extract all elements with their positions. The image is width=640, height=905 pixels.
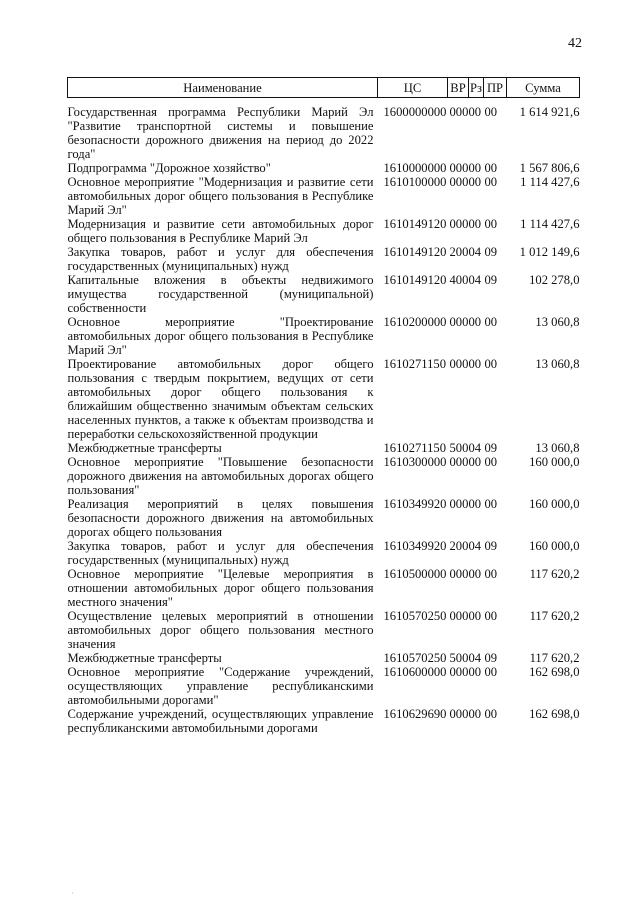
cell-rz: 04: [468, 651, 482, 665]
cell-vr: 000: [449, 161, 469, 175]
cell-name: Основное мероприятие "Модернизация и развитие сети автомобильных дорог общего пользования в Республике Марий Эл": [67, 175, 374, 217]
cell-rz: 04: [468, 245, 482, 259]
cell-pr: 00: [484, 217, 498, 231]
cell-pr: 00: [484, 497, 498, 511]
cell-vr: 000: [449, 175, 469, 189]
cell-pr: 09: [484, 441, 498, 455]
cell-cs: 1610200000: [383, 315, 447, 329]
cell-cs: 1610570250: [383, 651, 447, 665]
table-row: [68, 245, 580, 273]
cell-rz: 00: [468, 455, 482, 469]
cell-cs: 1610500000: [383, 567, 447, 581]
table-row: [68, 98, 580, 162]
cell-vr: 500: [449, 441, 469, 455]
cell-vr: 000: [449, 455, 469, 469]
cell-sum: 117 620,2: [529, 567, 580, 581]
cell-rz: 00: [468, 665, 482, 679]
header-name: Наименование: [68, 78, 378, 98]
table-header: [68, 78, 580, 98]
cell-pr: 00: [484, 567, 498, 581]
cell-rz: 00: [468, 567, 482, 581]
cell-sum: 1 114 427,6: [520, 175, 580, 189]
table-row: [68, 665, 580, 707]
cell-vr: 200: [449, 245, 469, 259]
cell-name: Проектирование автомобильных дорог общего пользования с твердым покрытием, ведущих от сети автомобильных дорог общего пользования к ближайшим общественно значимым объектам сельских населенных пунктов, а также к объектам производства и переработки сельскохозяйственной продукции: [67, 357, 374, 441]
header-cs: ЦС: [378, 78, 448, 98]
table-row: [68, 609, 580, 651]
budget-table: [67, 77, 580, 735]
page-number: 42: [568, 36, 582, 51]
cell-name: Закупка товаров, работ и услуг для обеспечения государственных (муниципальных) нужд: [67, 539, 374, 567]
cell-sum: 160 000,0: [529, 455, 580, 469]
cell-rz: 00: [468, 217, 482, 231]
table-row: [68, 539, 580, 567]
cell-sum: 162 698,0: [529, 665, 580, 679]
cell-vr: 000: [449, 315, 469, 329]
cell-cs: 1610600000: [383, 665, 447, 679]
cell-sum: 1 614 921,6: [519, 105, 580, 119]
cell-name: Основное мероприятие "Целевые мероприятия в отношении автомобильных дорог общего пользования местного значения": [67, 567, 374, 609]
table-row: [68, 273, 580, 315]
cell-vr: 000: [449, 707, 469, 721]
cell-vr: 000: [449, 357, 469, 371]
cell-name: Государственная программа Республики Марий Эл "Развитие транспортной системы и повышение безопасности дорожного движения на период до 2022 года": [67, 105, 374, 161]
cell-sum: 1 012 149,6: [519, 245, 580, 259]
cell-cs: 1610100000: [383, 175, 447, 189]
cell-rz: 00: [468, 609, 482, 623]
cell-pr: 00: [484, 105, 498, 119]
header-rz: Рз: [469, 78, 484, 98]
cell-name: Основное мероприятие "Повышение безопасности дорожного движения на автомобильных дорогах общего пользования": [67, 455, 374, 497]
cell-sum: 102 278,0: [529, 273, 580, 287]
cell-cs: 1610300000: [383, 455, 447, 469]
cell-sum: 160 000,0: [529, 497, 580, 511]
cell-rz: 00: [468, 161, 482, 175]
cell-vr: 200: [449, 539, 469, 553]
cell-name: Основное мероприятие "Содержание учреждений, осуществляющих управление республиканскими автомобильными дорогами": [67, 665, 374, 707]
table-row: [68, 441, 580, 455]
cell-cs: 1610000000: [383, 161, 447, 175]
cell-name: Капитальные вложения в объекты недвижимого имущества государственной (муниципальной) собственности: [67, 273, 374, 315]
table-body: [68, 98, 580, 736]
cell-name: Межбюджетные трансферты: [67, 441, 222, 455]
cell-rz: 04: [468, 539, 482, 553]
cell-pr: 09: [484, 651, 498, 665]
table-row: [68, 567, 580, 609]
cell-sum: 117 620,2: [529, 651, 580, 665]
cell-pr: 09: [484, 245, 498, 259]
table-row: [68, 217, 580, 245]
cell-pr: 09: [484, 273, 498, 287]
header-vr: ВР: [448, 78, 469, 98]
cell-pr: 00: [484, 609, 498, 623]
cell-name: Основное мероприятие "Проектирование автомобильных дорог общего пользования в Республике Марий Эл": [67, 315, 374, 357]
cell-vr: 000: [449, 609, 469, 623]
cell-sum: 160 000,0: [529, 539, 580, 553]
table-row: [68, 161, 580, 175]
cell-cs: 1600000000: [383, 105, 447, 119]
table-row: [68, 315, 580, 357]
cell-rz: 04: [468, 441, 482, 455]
cell-pr: 00: [484, 665, 498, 679]
cell-cs: 1610149120: [383, 245, 447, 259]
cell-pr: 00: [484, 161, 498, 175]
table-row: [68, 455, 580, 497]
cell-rz: 00: [468, 105, 482, 119]
cell-cs: 1610629690: [383, 707, 447, 721]
header-sum: Сумма: [507, 78, 580, 98]
table-row: [68, 707, 580, 735]
cell-cs: 1610349920: [383, 497, 447, 511]
cell-pr: 00: [484, 175, 498, 189]
cell-sum: 13 060,8: [535, 441, 580, 455]
cell-rz: 04: [468, 273, 482, 287]
cell-pr: 00: [484, 357, 498, 371]
cell-rz: 00: [468, 707, 482, 721]
cell-sum: 13 060,8: [535, 357, 580, 371]
cell-cs: 1610349920: [383, 539, 447, 553]
cell-vr: 000: [449, 567, 469, 581]
cell-vr: 000: [449, 665, 469, 679]
cell-rz: 00: [468, 315, 482, 329]
cell-sum: 1 114 427,6: [520, 217, 580, 231]
cell-vr: 500: [449, 651, 469, 665]
table-row: [68, 651, 580, 665]
cell-pr: 00: [484, 315, 498, 329]
cell-sum: 117 620,2: [529, 609, 580, 623]
cell-rz: 00: [468, 357, 482, 371]
cell-pr: 00: [484, 455, 498, 469]
cell-rz: 00: [468, 497, 482, 511]
cell-cs: 1610149120: [383, 273, 447, 287]
cell-sum: 1 567 806,6: [519, 161, 580, 175]
cell-sum: 13 060,8: [535, 315, 580, 329]
cell-cs: 1610149120: [383, 217, 447, 231]
cell-name: Межбюджетные трансферты: [67, 651, 222, 665]
cell-vr: 000: [449, 217, 469, 231]
table-row: [68, 357, 580, 441]
cell-vr: 400: [449, 273, 469, 287]
cell-cs: 1610271150: [383, 357, 447, 371]
cell-cs: 1610570250: [383, 609, 447, 623]
cell-name: Реализация мероприятий в целях повышения безопасности дорожного движения на автомобильных дорогах общего пользования: [67, 497, 374, 539]
cell-cs: 1610271150: [383, 441, 447, 455]
cell-vr: 000: [449, 105, 469, 119]
cell-name: Подпрограмма "Дорожное хозяйство": [67, 161, 271, 175]
cell-pr: 09: [484, 539, 498, 553]
header-pr: ПР: [484, 78, 507, 98]
cell-name: Закупка товаров, работ и услуг для обеспечения государственных (муниципальных) нужд: [67, 245, 374, 273]
margin-mark: ·: [71, 889, 74, 898]
cell-pr: 00: [484, 707, 498, 721]
cell-vr: 000: [449, 497, 469, 511]
table-row: [68, 497, 580, 539]
cell-sum: 162 698,0: [529, 707, 580, 721]
cell-rz: 00: [468, 175, 482, 189]
cell-name: Осуществление целевых мероприятий в отношении автомобильных дорог общего пользования местного значения: [67, 609, 374, 651]
cell-name: Модернизация и развитие сети автомобильных дорог общего пользования в Республике Марий Эл: [67, 217, 374, 245]
cell-name: Содержание учреждений, осуществляющих управление республиканскими автомобильными дорогами: [67, 707, 374, 735]
header-row: [68, 78, 580, 98]
table-row: [68, 175, 580, 217]
